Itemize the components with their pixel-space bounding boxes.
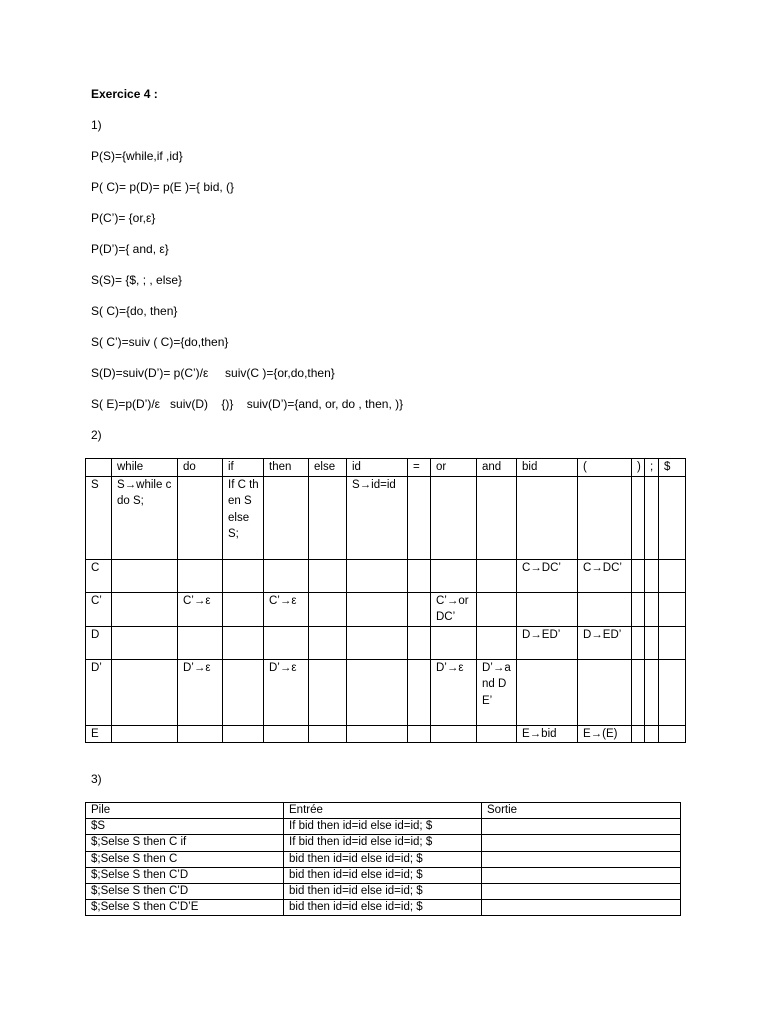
trace-cell: If bid then id=id else id=id; $ [284, 835, 482, 851]
ll1-cell [632, 559, 645, 592]
ll1-cell [517, 659, 578, 725]
trace-cell [482, 883, 681, 899]
ll1-cell: C’→ε [178, 592, 223, 626]
ll1-cell [178, 725, 223, 743]
trace-cell: bid then id=id else id=id; $ [284, 900, 482, 916]
ll1-cell [517, 476, 578, 559]
ll1-cell [223, 626, 264, 659]
ll1-cell [112, 659, 178, 725]
ll1-cell [309, 725, 347, 743]
ll1-row [86, 592, 686, 626]
ll1-cell [632, 592, 645, 626]
trace-cell [482, 900, 681, 916]
ll1-cell [477, 592, 517, 626]
ll1-cell [408, 592, 431, 626]
ll1-cell [347, 559, 408, 592]
first-set-c-prime: P(C’)= {or,ε} [91, 211, 156, 225]
ll1-cell: D’→ε [264, 659, 309, 725]
part-3-label: 3) [91, 772, 102, 786]
ll1-cell [659, 626, 686, 659]
trace-row [86, 867, 681, 883]
trace-cell: bid then id=id else id=id; $ [284, 867, 482, 883]
ll1-cell [431, 476, 477, 559]
trace-cell: $S [86, 819, 284, 835]
ll1-cell [632, 626, 645, 659]
trace-cell: $;Selse S then C if [86, 835, 284, 851]
ll1-row [86, 626, 686, 659]
ll1-cell [309, 559, 347, 592]
ll1-cell [477, 725, 517, 743]
ll1-cell [223, 559, 264, 592]
ll1-cell: D’→ε [178, 659, 223, 725]
follow-set-c-prime: S( C’)=suiv ( C)={do,then} [91, 335, 229, 349]
ll1-cell [347, 592, 408, 626]
trace-row [86, 883, 681, 899]
ll1-cell [632, 476, 645, 559]
ll1-nonterminal-cell: S [86, 476, 112, 559]
ll1-cell [347, 725, 408, 743]
ll1-cell [264, 626, 309, 659]
ll1-cell [578, 592, 632, 626]
ll1-cell [309, 476, 347, 559]
ll1-cell [347, 626, 408, 659]
ll1-cell [578, 659, 632, 725]
ll1-cell [223, 725, 264, 743]
ll1-cell [645, 725, 659, 743]
ll1-cell [112, 626, 178, 659]
ll1-header-cell: ( [578, 459, 632, 477]
ll1-header-cell: then [264, 459, 309, 477]
ll1-cell: C→DC’ [578, 559, 632, 592]
trace-row [86, 835, 681, 851]
ll1-cell [431, 559, 477, 592]
ll1-cell: E→(E) [578, 725, 632, 743]
trace-cell: $;Selse S then C [86, 851, 284, 867]
ll1-cell [112, 592, 178, 626]
ll1-header-cell: id [347, 459, 408, 477]
ll1-cell [408, 725, 431, 743]
ll1-cell [431, 626, 477, 659]
trace-cell: $;Selse S then C’D [86, 883, 284, 899]
parse-trace-table [85, 802, 681, 916]
ll1-cell [264, 725, 309, 743]
ll1-cell: D→ED’ [578, 626, 632, 659]
ll1-header-cell: if [223, 459, 264, 477]
ll1-header-cell: and [477, 459, 517, 477]
ll1-cell [477, 559, 517, 592]
trace-row [86, 819, 681, 835]
ll1-nonterminal-cell: C’ [86, 592, 112, 626]
trace-cell: If bid then id=id else id=id; $ [284, 819, 482, 835]
ll1-cell [408, 659, 431, 725]
trace-cell [482, 867, 681, 883]
trace-cell: bid then id=id else id=id; $ [284, 851, 482, 867]
ll1-cell: C’→ε [264, 592, 309, 626]
first-set-d-prime: P(D’)={ and, ε} [91, 242, 169, 256]
trace-cell: $;Selse S then C’D’E [86, 900, 284, 916]
ll1-header-cell: bid [517, 459, 578, 477]
ll1-header-row [86, 459, 686, 477]
ll1-cell [347, 659, 408, 725]
ll1-header-cell: else [309, 459, 347, 477]
ll1-cell [578, 476, 632, 559]
ll1-cell: D→ED’ [517, 626, 578, 659]
ll1-cell [178, 559, 223, 592]
ll1-cell [659, 592, 686, 626]
ll1-cell [264, 476, 309, 559]
ll1-cell [645, 559, 659, 592]
follow-set-c: S( C)={do, then} [91, 304, 178, 318]
ll1-cell [264, 559, 309, 592]
trace-header-row [86, 803, 681, 819]
ll1-header-cell: while [112, 459, 178, 477]
ll1-cell [645, 592, 659, 626]
ll1-cell [431, 725, 477, 743]
ll1-cell: S→id=id [347, 476, 408, 559]
ll1-cell [659, 659, 686, 725]
follow-set-e: S( E)=p(D’)/ε suiv(D) {)} suiv(D’)={and, or, do , then, )} [91, 397, 404, 411]
ll1-cell [632, 725, 645, 743]
ll1-header-cell: ; [645, 459, 659, 477]
ll1-cell [178, 476, 223, 559]
ll1-cell [178, 626, 223, 659]
ll1-cell [309, 626, 347, 659]
follow-set-s: S(S)= {$, ; , else} [91, 273, 183, 287]
ll1-cell: E→bid [517, 725, 578, 743]
ll1-row [86, 559, 686, 592]
trace-header-cell: Sortie [482, 803, 681, 819]
ll1-cell: S→while c do S; [112, 476, 178, 559]
part-2-label: 2) [91, 428, 102, 442]
exercise-title: Exercice 4 : [91, 87, 158, 101]
ll1-cell [645, 476, 659, 559]
ll1-row [86, 659, 686, 725]
first-set-s: P(S)={while,if ,id} [91, 149, 183, 163]
ll1-cell [517, 592, 578, 626]
ll1-header-cell: ) [632, 459, 645, 477]
ll1-cell [645, 626, 659, 659]
ll1-header-cell: do [178, 459, 223, 477]
follow-set-d: S(D)=suiv(D’)= p(C’)/ε suiv(C )={or,do,then} [91, 366, 335, 380]
ll1-row [86, 476, 686, 559]
ll1-cell [659, 725, 686, 743]
ll1-cell [309, 592, 347, 626]
trace-cell [482, 819, 681, 835]
ll1-cell [408, 626, 431, 659]
trace-row [86, 900, 681, 916]
ll1-cell: If C then S else S; [223, 476, 264, 559]
ll1-cell: C→DC’ [517, 559, 578, 592]
ll1-cell [632, 659, 645, 725]
trace-row [86, 851, 681, 867]
trace-cell: bid then id=id else id=id; $ [284, 883, 482, 899]
ll1-cell [645, 659, 659, 725]
ll1-nonterminal-cell: D’ [86, 659, 112, 725]
trace-header-cell: Pile [86, 803, 284, 819]
ll1-cell [408, 559, 431, 592]
ll1-header-cell: or [431, 459, 477, 477]
ll1-header-cell: = [408, 459, 431, 477]
trace-cell [482, 851, 681, 867]
trace-header-cell: Entrée [284, 803, 482, 819]
ll1-row [86, 725, 686, 743]
ll1-header-cell: $ [659, 459, 686, 477]
ll1-nonterminal-cell: D [86, 626, 112, 659]
ll1-cell [309, 659, 347, 725]
ll1-cell [477, 476, 517, 559]
ll1-cell [112, 725, 178, 743]
ll1-cell: D’→and DE’ [477, 659, 517, 725]
ll1-cell [223, 659, 264, 725]
ll1-nonterminal-cell: E [86, 725, 112, 743]
ll1-cell [659, 476, 686, 559]
ll1-cell [408, 476, 431, 559]
ll1-cell: C’→or DC’ [431, 592, 477, 626]
part-1-label: 1) [91, 118, 102, 132]
ll1-cell [477, 626, 517, 659]
ll1-nonterminal-cell: C [86, 559, 112, 592]
ll1-cell [659, 559, 686, 592]
ll1-cell [112, 559, 178, 592]
trace-cell [482, 835, 681, 851]
ll1-header-cell [86, 459, 112, 477]
ll1-cell: D’→ε [431, 659, 477, 725]
trace-cell: $;Selse S then C’D [86, 867, 284, 883]
ll1-parsing-table [85, 458, 686, 743]
first-set-c-d-e: P( C)= p(D)= p(E )={ bid, (} [91, 180, 235, 194]
ll1-cell [223, 592, 264, 626]
